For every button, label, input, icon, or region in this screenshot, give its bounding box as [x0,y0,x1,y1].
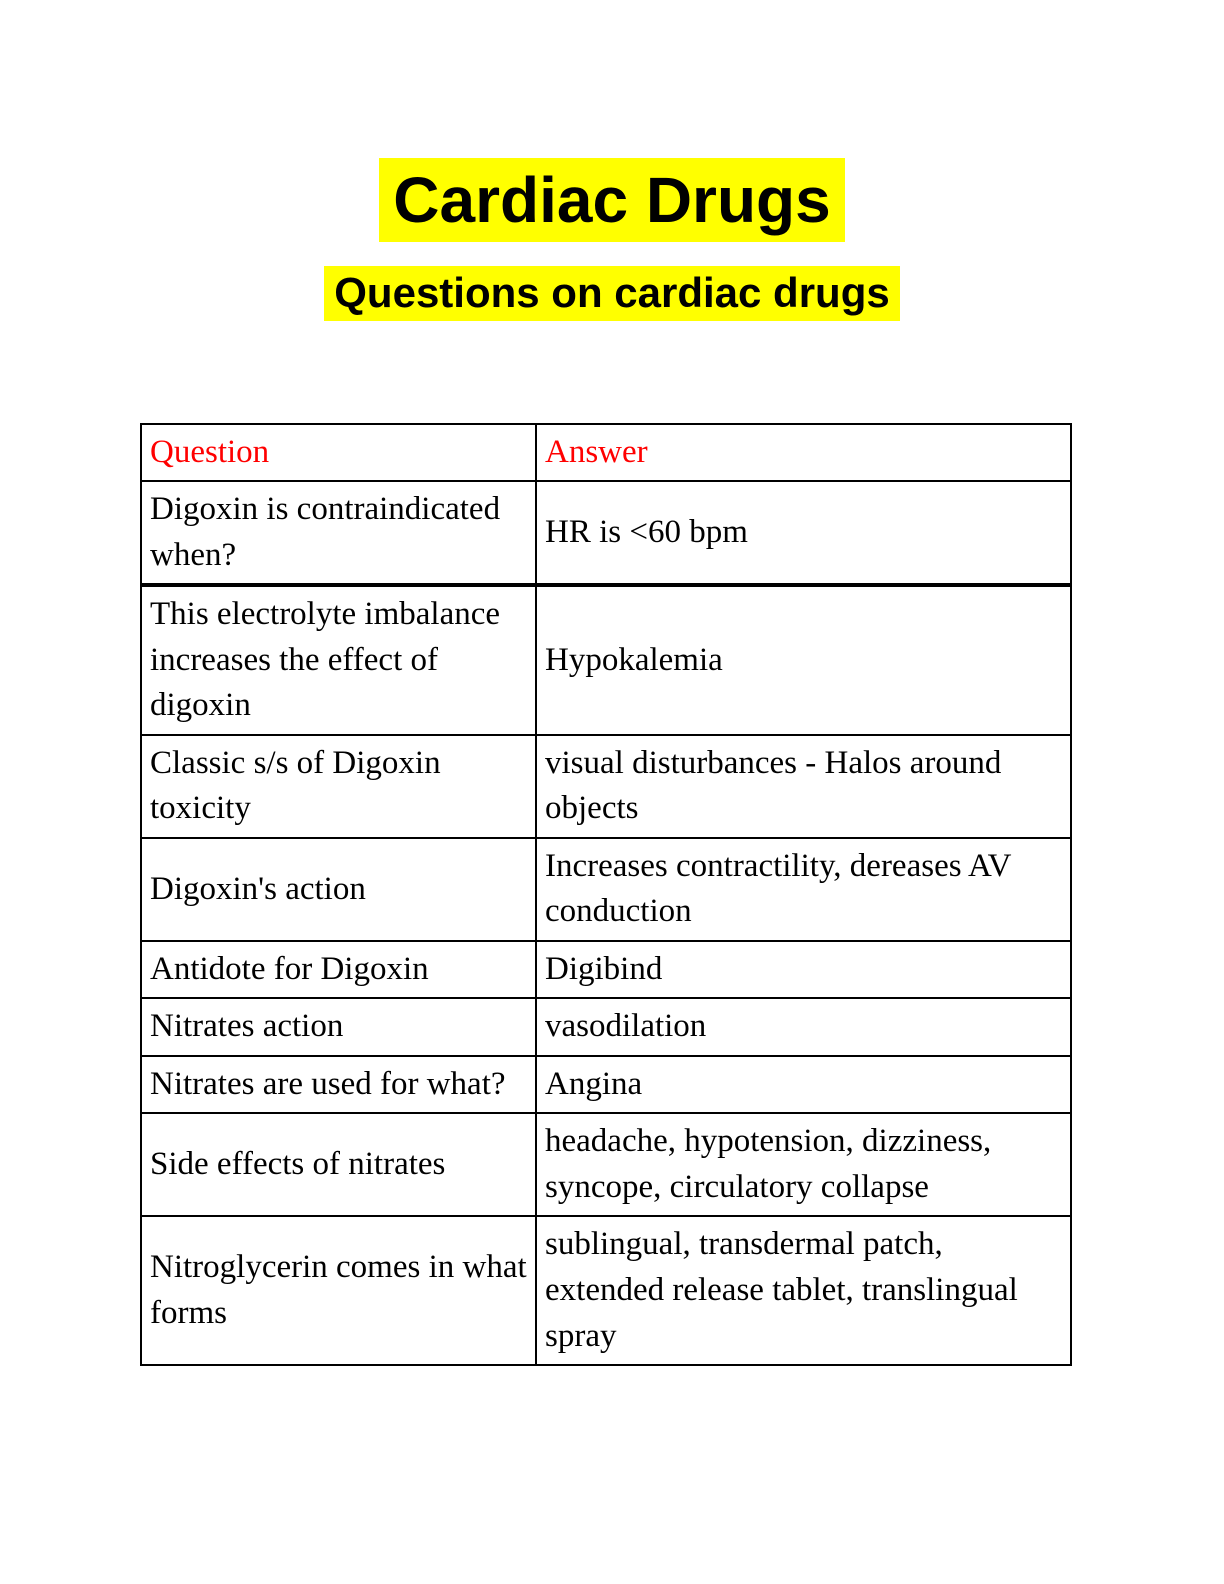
table-row [141,998,1071,1056]
question-cell: Classic s/s of Digoxin toxicity [141,735,536,838]
table-row [141,481,1071,585]
page-subtitle: Questions on cardiac drugs [324,266,899,321]
table-header-answer: Answer [536,424,1071,482]
question-cell: Nitrates action [141,998,536,1056]
question-cell: Antidote for Digoxin [141,941,536,999]
question-cell: This electrolyte imbalance increases the effect of digoxin [141,585,536,735]
table-row [141,838,1071,941]
answer-cell: Hypokalemia [536,585,1071,735]
subtitle-block [0,266,1224,321]
question-cell: Digoxin's action [141,838,536,941]
question-cell: Digoxin is contraindicated when? [141,481,536,585]
table-row [141,735,1071,838]
table-row [141,941,1071,999]
answer-cell: Increases contractility, dereases AV conduction [536,838,1071,941]
answer-cell: HR is <60 bpm [536,481,1071,585]
table-header-question: Question [141,424,536,482]
question-cell: Side effects of nitrates [141,1113,536,1216]
answer-cell: visual disturbances - Halos around objects [536,735,1071,838]
answer-cell: headache, hypotension, dizziness, syncope, circulatory collapse [536,1113,1071,1216]
table-header-row [141,424,1071,482]
page-title: Cardiac Drugs [379,158,844,242]
answer-cell: vasodilation [536,998,1071,1056]
answer-cell: Angina [536,1056,1071,1114]
table-row [141,585,1071,735]
question-cell: Nitroglycerin comes in what forms [141,1216,536,1365]
title-block [0,0,1224,242]
table-row [141,1056,1071,1114]
table-row [141,1113,1071,1216]
question-cell: Nitrates are used for what? [141,1056,536,1114]
answer-cell: sublingual, transdermal patch, extended release tablet, translingual spray [536,1216,1071,1365]
table-row [141,1216,1071,1365]
qa-table [140,423,1072,1367]
answer-cell: Digibind [536,941,1071,999]
